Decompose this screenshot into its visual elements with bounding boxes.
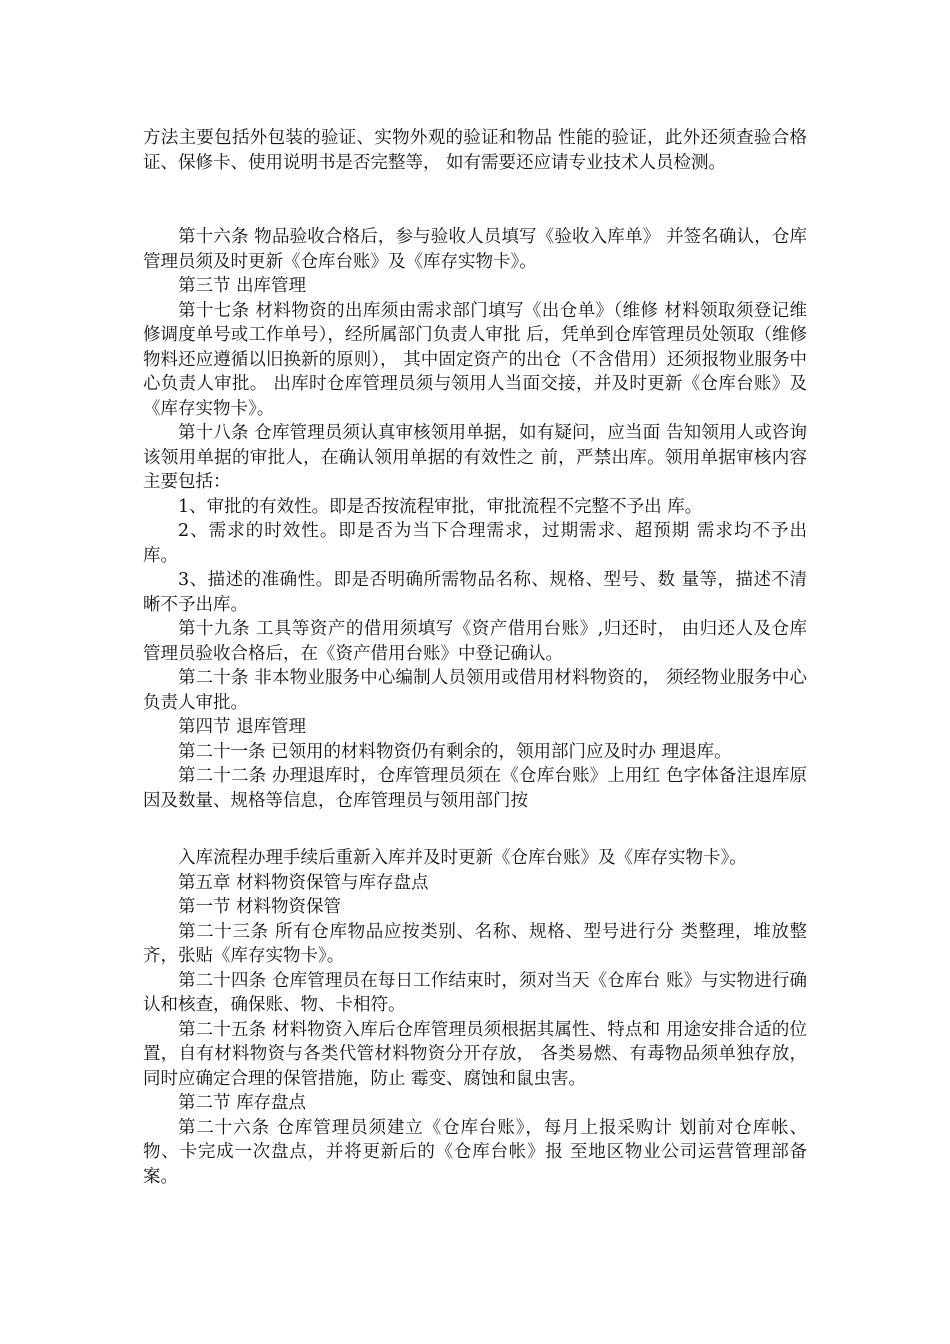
article-22: 第二十二条 办理退库时，仓库管理员须在《仓库台账》上用红 色字体备注退库原因及数量、规格等信息，仓库管理员与领用部门按	[143, 766, 807, 811]
article-22-continued: 入库流程办理手续后重新入库并及时更新《仓库台账》及《库存实物卡》。	[178, 848, 747, 868]
list-item-1: 1、审批的有效性。即是否按流程审批，审批流程不完整不予出 库。	[178, 496, 703, 517]
article-16: 第十六条 物品验收合格后，参与验收人员填写《验收入库单》 并签名确认，仓库管理员须及时更新《仓库台账》及《库存实物卡》。	[143, 227, 807, 272]
article-21: 第二十一条 已领用的材料物资仍有剩余的，领用部门应及时办 理退库。	[178, 741, 732, 762]
article-18: 第十八条 仓库管理员须认真审核领用单据，如有疑问，应当面 告知领用人或咨询该领用单据的审批人，在确认领用单据的有效性之 前，严禁出库。领用单据审核内容主要包括：	[143, 423, 807, 492]
chapter-heading-5: 第五章 材料物资保管与库存盘点	[178, 872, 429, 893]
article-23: 第二十三条 所有仓库物品应按类别、名称、规格、型号进行分 类整理，堆放整齐，张贴《库存实物卡》。	[143, 921, 807, 966]
article-26: 第二十六条 仓库管理员须建立《仓库台账》，每月上报采购计 划前对仓库帐、物、卡完成一次盘点，并将更新后的《仓库台帐》报 至地区物业公司运营管理部备案。	[143, 1117, 807, 1187]
section-heading-inventory: 第二节 库存盘点	[178, 1093, 307, 1113]
section-heading-storage: 第一节 材料物资保管	[178, 897, 342, 917]
article-19: 第十九条 工具等资产的借用须填写《资产借用台账》,归还时， 由归还人及仓库管理员验收合格后，在《资产借用台账》中登记确认。	[143, 619, 807, 664]
article-25: 第二十五条 材料物资入库后仓库管理员须根据其属性、特点和 用途安排合适的位置，自有材料物资与各类代管材料物资分开存放， 各类易燃、有毒物品须单独存放，同时应确定合理的保管措施，防止 霉变、腐蚀和鼠虫害。	[143, 1019, 807, 1089]
text-block-storage	[143, 846, 807, 1189]
section-heading-outbound: 第三节 出库管理	[178, 276, 307, 296]
article-24: 第二十四条 仓库管理员在每日工作结束时，须对当天《仓库台 账》与实物进行确认和核查，确保账、物、卡相符。	[143, 970, 807, 1015]
paragraph-inspection-methods: 方法主要包括外包装的验证、实物外观的验证和物品 性能的验证，此外还须查验合格证、保修卡、使用说明书是否完整等， 如有需要还应请专业技术人员检测。	[143, 128, 807, 173]
list-item-2: 2、需求的时效性。即是否为当下合理需求，过期需求、超预期 需求均不予出库。	[143, 521, 807, 566]
article-17: 第十七条 材料物资的出库须由需求部门填写《出仓单》（维修 材料领取须登记维修调度单号或工作单号），经所属部门负责人审批 后，凭单到仓库管理员处领取（维修物料还应遵循以旧换新的原则）， 其中固定资产的出仓（不含借用）还须报物业服务中心负责人审批。 出库时仓库管理员须与领用人当面交接，并及时更新《仓库台账》及 《库存实物卡》。	[143, 300, 807, 419]
text-block-continuation	[143, 126, 807, 175]
text-block-outbound	[143, 225, 807, 813]
list-item-3: 3、描述的准确性。即是否明确所需物品名称、规格、型号、数 量等，描述不清晰不予出库。	[143, 570, 807, 615]
section-heading-return: 第四节 退库管理	[178, 717, 307, 737]
article-20: 第二十条 非本物业服务中心编制人员领用或借用材料物资的， 须经物业服务中心负责人审批。	[143, 668, 807, 713]
